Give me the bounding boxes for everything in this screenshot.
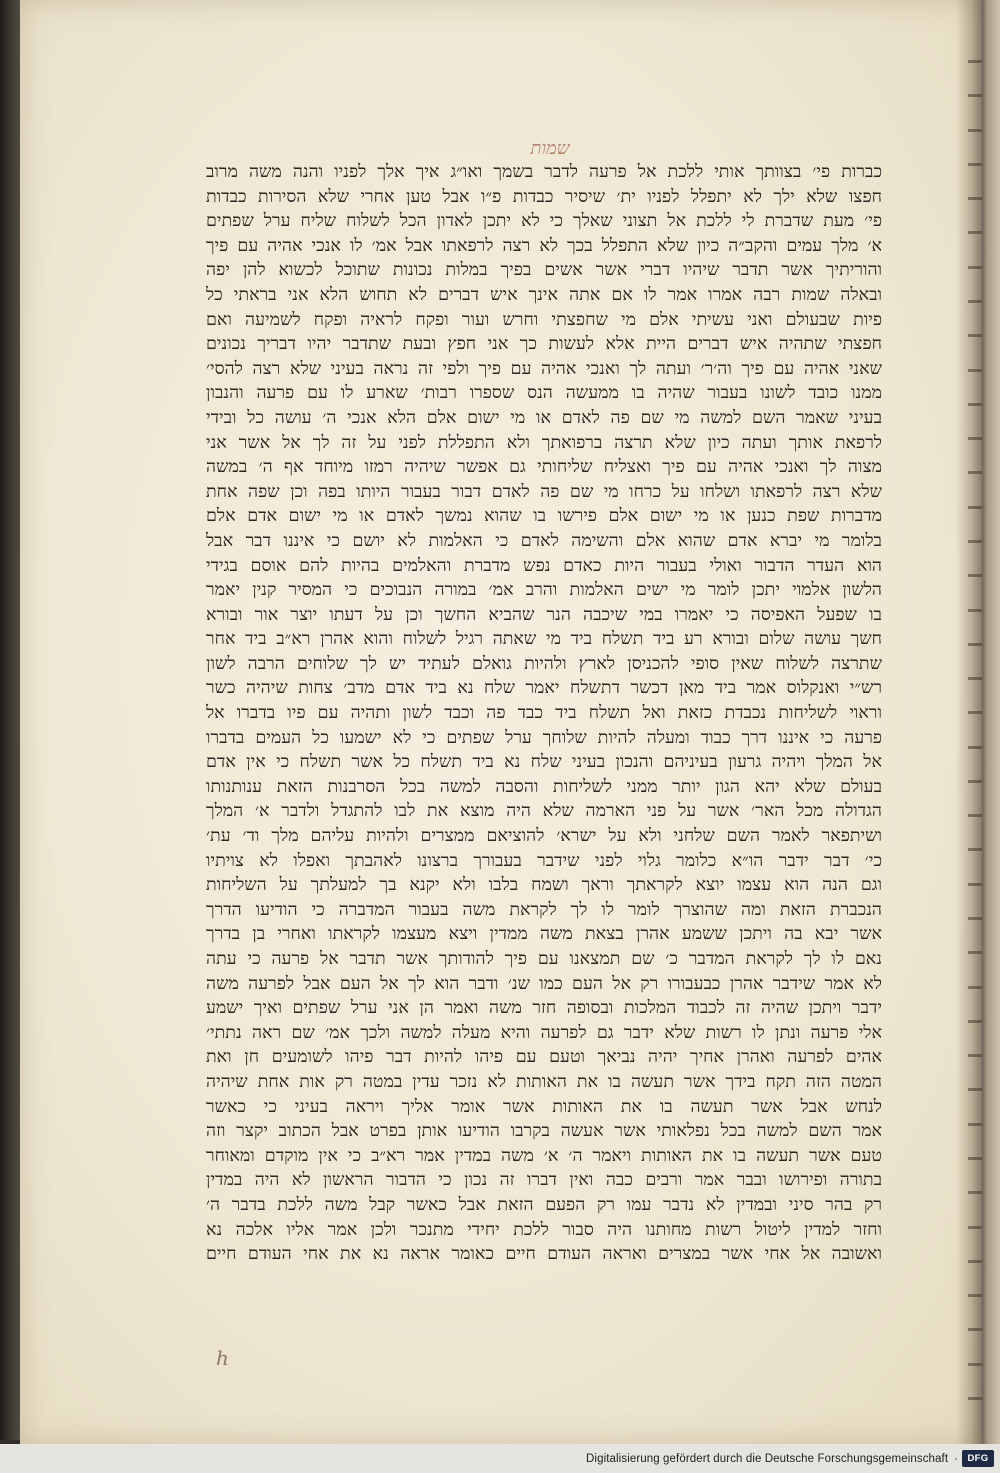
text-line: הנכברת הזאת ומה שהוצרך לומר לו לך לקראת משה בעבור המדברה כי הודיעו הדרך: [206, 899, 882, 920]
edge-mark: [968, 883, 982, 886]
page-edge-marks: [962, 60, 982, 1400]
text-line: ושיתפאר לאמר השם שלחני ולא על ישרא׳ להוציאם ממצרים ולהיות עליהם מלך וד׳ עת׳: [206, 826, 882, 847]
edge-mark: [968, 540, 982, 543]
text-line: נאם לו לך לקראת המדבר כ׳ שם תמצאנו עם פיך להודותך אשר תדבר אל פרעה כי עתה: [206, 949, 882, 969]
edge-mark: [968, 60, 982, 63]
edge-mark: [968, 506, 982, 509]
text-line: שלא רצה לרפאתו ושלחו על כרחו מי שם פה לאדם דבור בעבור היותו בפה וכן שפה אחת: [206, 481, 882, 502]
text-line: אשר יבא בה ויתכן ששמע אהרן בצאת משה ממדין ויצא מעצמו לקראתו ואחרי בן בדרך: [206, 924, 882, 945]
edge-mark: [968, 1123, 982, 1126]
text-line: בו שפעל האפיסה כי יאמרו במי שיכבה הנר שהביא החשך וכן על דעתו יוצר אור ובורא: [206, 604, 882, 625]
hebrew-text-block: [206, 160, 882, 1267]
text-line: ידבר ויתכן שהיה זה לכבוד המלכות ובסופה חזר משה ואמר הן אני ערל שפתים ואיך ישמע: [206, 998, 882, 1019]
text-line: לרפאת אותך ועתה כיון שלא תרצה ברפואתך ולא התפללת לפני על זה לך אל אשר אני: [206, 432, 882, 453]
text-line: בלומר מי יברא אדם שהוא אלם והשימה לאדם כי האלמות לא יושם כי איננו דבר אבל: [206, 530, 882, 551]
edge-mark: [968, 1088, 982, 1091]
edge-mark: [968, 1226, 982, 1229]
edge-mark: [968, 643, 982, 646]
edge-mark: [968, 848, 982, 851]
text-line: וגם הנה הוא עצמו יוצא לקראתך וראך ושמח בלבו ולא יקנא בך למעלתך על השליחות: [206, 875, 882, 896]
edge-mark: [968, 1191, 982, 1194]
edge-mark: [968, 334, 982, 337]
text-line: לא אמר שידבר אהרן כבעבורו רק אל העם כמו שנ׳ ודבר הוא לך אל העם אבל לפרעה משה: [206, 973, 882, 994]
text-line: בעולם שלא יהא הגון יותר ממני לשליחות והסבה למשה בכל הסרבנות הזאת ענותנותו: [206, 776, 882, 797]
edge-mark: [968, 1157, 982, 1160]
edge-mark: [968, 1363, 982, 1366]
edge-mark: [968, 471, 982, 474]
edge-mark: [968, 1260, 982, 1263]
text-line: אמר השם למשה בכל נפלאותי אשר אעשה בקרבו הודיעו אותן בפרט אבל הכתוב יקצר וזה: [206, 1121, 882, 1142]
text-line: חפצו שלא ילך לא יתפלל לפניו ית׳ שיסיר כבדות פ״ו אבל טען אחרי שלא הסירות כבדות: [206, 186, 882, 207]
text-line: בתורה ופירושו ובבר אמר ורבים כבה ואין דברו זה נכון כי הדבור הראשון לא היה במדין: [206, 1170, 882, 1191]
text-line: ואשובה אל אחי אשר במצרים ואראה העודם חיים כאומר אראה נא את אחי העודם חיים: [206, 1244, 882, 1265]
text-line: מצוה לך ואנכי אהיה עם פיך ואצליח שליחותי גם אפשר שיהיה רמזו מיוחד אף ה׳ במשה: [206, 457, 882, 478]
text-line: אלי פרעה ונתן לו רשות שלא ידבר גם לפרעה והיא מעלה למשה ולכך אמ׳ שם ראה נתתי׳: [206, 1022, 882, 1043]
edge-mark: [968, 1397, 982, 1400]
text-line: וחזר למדין ליטול רשות מחותנו היה סבור ללכת יחידי מתנכר ולכן אמר אליו אלכה נא: [206, 1219, 882, 1240]
edge-mark: [968, 814, 982, 817]
text-line: רק בהר סיני ובמדין לא נדבר עמו רק הפעם הזאת אבל כאשר קבל משה ללכת בדבר ה׳: [206, 1194, 882, 1215]
edge-mark: [968, 300, 982, 303]
edge-mark: [968, 437, 982, 440]
edge-mark: [968, 1328, 982, 1331]
edge-mark: [968, 711, 982, 714]
text-line: לנחש אבל אשר תעשה בו את האותות אשר אומר אליך ויראה בעיני כי כאשר: [206, 1096, 882, 1117]
edge-mark: [968, 609, 982, 612]
text-line: שאני אהיה עם פיך וה׳ר׳ ועתה לך ואנכי אהיה עם פיך ולפי זה נראה בעיני שלא רצה להסי׳: [206, 358, 882, 379]
edge-mark: [968, 917, 982, 920]
edge-mark: [968, 266, 982, 269]
text-line: אהים לפרעה ואהרן אחיך יהיה נביאך וטעם עם פיהו להיות דבר פיהו לשומעים חן ואת: [206, 1047, 882, 1068]
text-line: המטה הזה תקח בידך אשר תעשה בו את האותות לא נזכר עדין במטה רק אות אחת שיהיה: [206, 1071, 882, 1092]
edge-mark: [968, 129, 982, 132]
text-line: הוא העדר הדבור ואולי בעבור היות כאדם נפש מדברת והאלמים בהיות להם אוסם בגידי: [206, 555, 882, 576]
edge-mark: [968, 1294, 982, 1297]
text-line: פרעה כי איננו דרך כבוד ומעלה להיות שלוחך ערל שפתים כי לא ישמעו כל העמים בדברו: [206, 727, 882, 748]
text-line: ובאלה שמות רבה אמרו אמר לו אם אתה אינך איש דברים לא תחוש הלא אני בראתי כל: [206, 284, 882, 305]
digitization-footer: [0, 1444, 1000, 1473]
edge-mark: [968, 197, 982, 200]
dfg-logo-text: DFG: [967, 1453, 989, 1464]
text-line: פי׳ מעת שדברת לי ללכת אל תצוני שאלך כי לא יתכן לאדון הכל לשלוח שליח ערל שפתים: [206, 211, 882, 232]
text-line: ממנו כובד לשונו בעבור שהיה בו ממעשה הנס שספרו רבות׳ שארע לו עם פרעה והנבון: [206, 383, 882, 404]
text-line: א׳ מלך עמים והקב״ה כיון שלא התפלל בכך לא רצה לרפאתו אבל אמ׳ לו אנכי אהיה עם פיך: [206, 235, 882, 256]
text-line: טעם אשר תעשה בו את האותות ויאמר ה׳ א׳ משה במדין אמר רא״ב כי אין מוקדם ומאוחר: [206, 1145, 882, 1166]
text-line: כי׳ דבר ידבר הו״א כלומר גלוי לפני שידבר בעבורך ברצונו לאהבתך ואפלו לא צויתיו: [206, 850, 882, 871]
text-line: פיות שבעולם ואני עשיתי אלם מי שחפצתי וחרש ועור ופקח לראיה ופקח לשמיעה ואם: [206, 309, 882, 330]
text-line: בעיני שאמר השם למשה מי שם פה לאדם או מי ישום אלם הלא אנכי ה׳ עושה כל ובידי: [206, 407, 882, 428]
next-page-edge: [982, 0, 1000, 1444]
text-line: וראוי לשליחות נכבדת כזאת ואל תשלח ביד כבד פה וכבד לשון ותהיה עם פיו בדברו אל: [206, 703, 882, 724]
edge-mark: [968, 677, 982, 680]
funding-credit[interactable]: Digitalisierung gefördert durch die Deutsche Forschungsgemeinschaft: [586, 1452, 949, 1465]
edge-mark: [968, 951, 982, 954]
edge-mark: [968, 403, 982, 406]
running-head: שמות: [530, 138, 570, 159]
edge-mark: [968, 163, 982, 166]
text-line: שתרצה לשלוח שאין סופי להכניסן לארץ ולהיות גואלם לעתיד יש לך שלוחים הרבה לשון: [206, 653, 882, 674]
text-line: הגדולה מכל האר׳ אשר על פני הארמה שלא היה מוצא את לבו להתגדל ולדבר א׳ המלך: [206, 801, 882, 822]
edge-mark: [968, 780, 982, 783]
text-line: רש״י ואנקלוס אמר ביד מאן דכשר דתשלח יאמר שלח נא ביד אדם מדב׳ צחות שיהיה כשר: [206, 678, 882, 699]
text-line: והוריתיך אשר תדבר שיהיו דברי אשר אשים בפיך במלות נכונות שתוכל לכשוא להן יפה: [206, 260, 882, 281]
edge-mark: [968, 231, 982, 234]
edge-mark: [968, 1020, 982, 1023]
edge-mark: [968, 1054, 982, 1057]
edge-mark: [968, 574, 982, 577]
margin-annotation: h: [216, 1346, 229, 1370]
text-line: חשך עושה שלום ובורא רע ביד תשלח ביד מי שאתה רגיל לשלוח והוא אהרן רא״ב ביד אחר: [206, 629, 882, 650]
text-line: מדברות שפת כנען או מי ישום אלם פירשו בו שהוא נמשך לאדם או מי ישום אדם אלם: [206, 506, 882, 527]
footer-separator: ·: [954, 1452, 958, 1465]
text-line: חפצתי שתהיה איש דברים היית אלא לעשות כך אני חפץ ובעת שתדבר יהיו דבריך נכונים: [206, 334, 882, 355]
text-line: הלשון אלמוי יתכן לומר מי ישים האלמות והרב אמ׳ במורה הנבוכים כי המסיר קנין יאמר: [206, 580, 882, 601]
dfg-logo-icon[interactable]: [962, 1450, 994, 1467]
edge-mark: [968, 369, 982, 372]
edge-mark: [968, 986, 982, 989]
text-line: אל המלך ויהיה גרעון בעיניהם והנכון בעיני שלח נא ביד תשלח כל אשר תשלח כי אין אדם: [206, 752, 882, 773]
text-line: כברות פי׳ בצוותך אותי ללכת אל פרעה לדבר בשמך ואו״ג איך אלך לפניו והנה משה מרוב: [206, 162, 882, 182]
edge-mark: [968, 746, 982, 749]
edge-mark: [968, 94, 982, 97]
